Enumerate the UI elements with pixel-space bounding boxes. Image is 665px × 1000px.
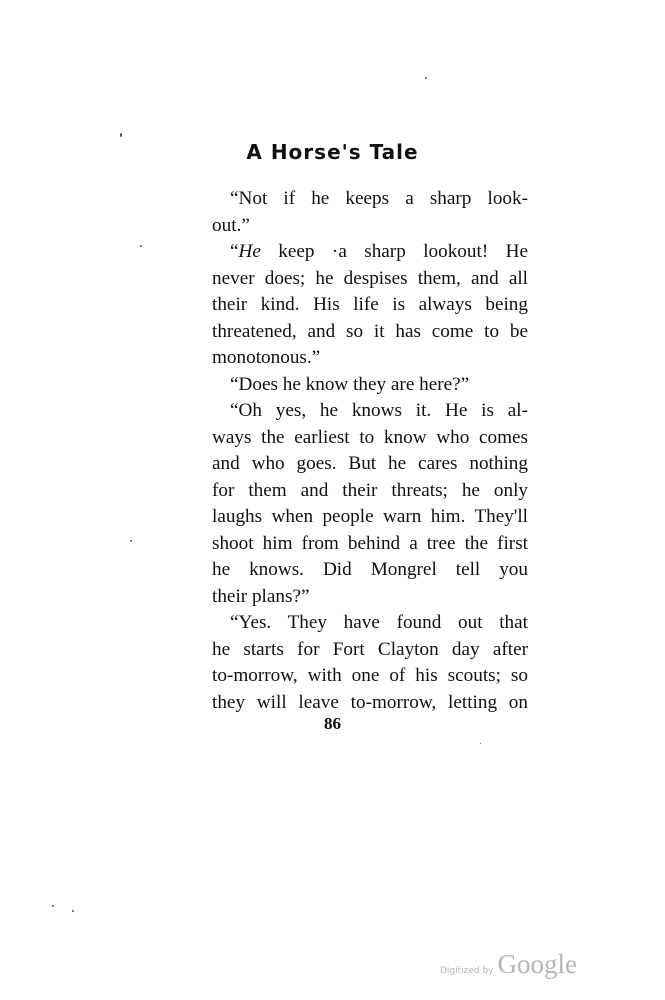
watermark-prefix: Digitized by: [439, 966, 494, 976]
text-line: shoot him from behind a tree the first: [212, 532, 528, 554]
scan-speck: [120, 133, 122, 137]
body-text: [212, 186, 528, 716]
text-line: monotonous.”: [212, 347, 321, 368]
scan-speck: [425, 77, 427, 79]
scan-speck: [72, 910, 74, 912]
text-line: to-morrow, with one of his scouts; so: [212, 665, 528, 686]
scan-speck: [140, 245, 142, 247]
digitized-by-google-watermark: [440, 949, 577, 980]
text-line: “He keep ·a sharp lookout! He: [230, 241, 528, 262]
text-line: laughs when people warn him. They'll: [212, 506, 528, 527]
text-line: out.”: [212, 214, 250, 236]
text-line: “Does he know they are here?”: [230, 373, 470, 395]
text-line: ways the earliest to know who comes: [212, 426, 528, 448]
scan-speck: [130, 540, 132, 542]
text-line: they will leave to-morrow, letting on: [212, 691, 528, 713]
scan-speck: [480, 743, 481, 744]
text-line: never does; he despises them, and all: [212, 267, 528, 289]
scan-speck: [52, 905, 54, 907]
text-line: and who goes. But he cares nothing: [212, 453, 528, 474]
text-line: he knows. Did Mongrel tell you: [212, 559, 528, 580]
text-line: “Yes. They have found out that: [230, 612, 528, 633]
text-line: their kind. His life is always being: [212, 294, 528, 315]
text-line: for them and their threats; he only: [212, 479, 528, 501]
text-line: “Not if he keeps a sharp look-: [230, 188, 528, 209]
page-number: 86: [324, 714, 341, 733]
text-line: “Oh yes, he knows it. He is al-: [230, 400, 528, 421]
google-logo: Google: [497, 949, 577, 979]
text-line: their plans?”: [212, 585, 310, 607]
running-head-title: A Horse's Tale: [246, 140, 419, 164]
text-line: threatened, and so it has come to be: [212, 320, 528, 342]
text-line: he starts for Fort Clayton day after: [212, 638, 528, 660]
